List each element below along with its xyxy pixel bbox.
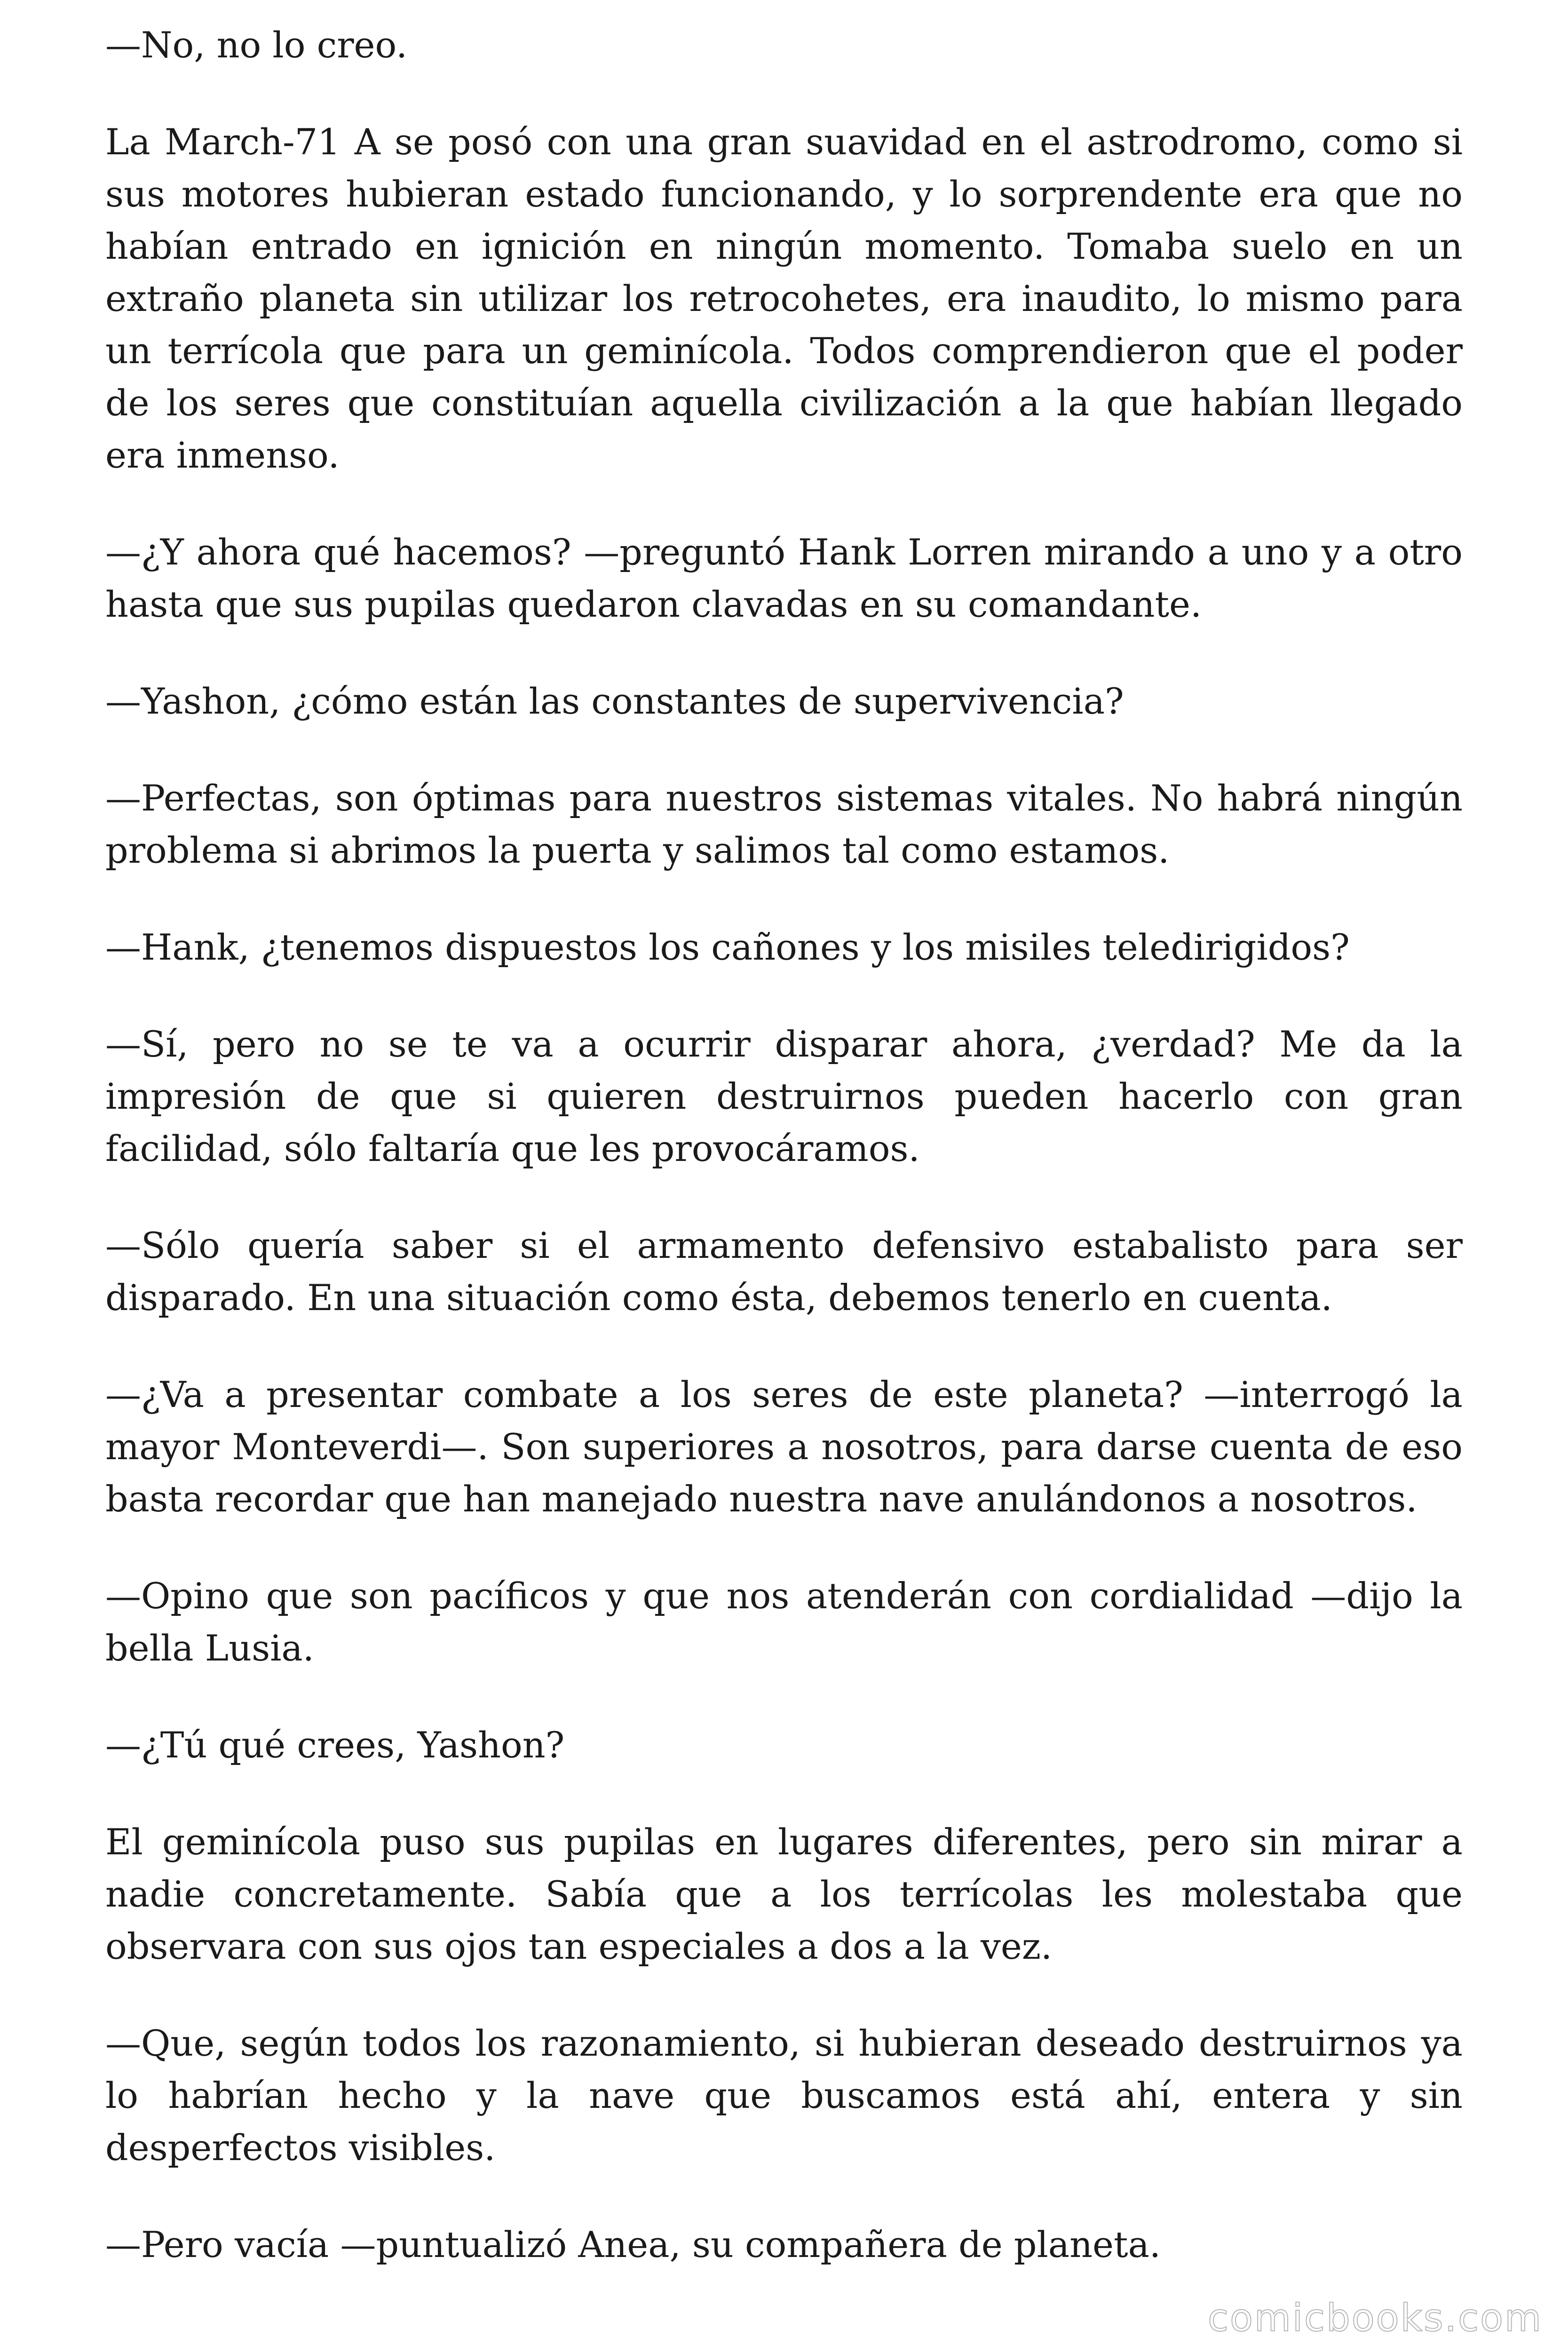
paragraph: —No, no lo creo. xyxy=(105,24,408,66)
paragraph: —¿Y ahora qué hacemos? —preguntó Hank Lorren mirando a uno y a otro hasta que sus pupilas quedaron clavadas en su comandante. xyxy=(105,531,1463,625)
paragraph: El geminícola puso sus pupilas en lugares diferentes, pero sin mirar a nadie concretamente. Sabía que a los terrícolas les molestaba que observara con sus ojos tan especiales a dos a la vez. xyxy=(105,1821,1463,1967)
paragraph: —¿Va a presentar combate a los seres de este planeta? —interrogó la mayor Monteverdi—. Son superiores a nosotros, para darse cuenta de eso basta recordar que han manejado nuestra nave anulándonos a nosotros. xyxy=(105,1374,1463,1520)
paragraph: —Pero vacía —puntualizó Anea, su compañera de planeta. xyxy=(105,2224,1161,2265)
paragraph: —Que, según todos los razonamiento, si hubieran deseado destruirnos ya lo habrían hecho y la nave que buscamos está ahí, entera y sin desperfectos visibles. xyxy=(105,2022,1463,2169)
paragraph: —Hank, ¿tenemos dispuestos los cañones y los misiles teledirigidos? xyxy=(105,926,1350,968)
paragraph: La March-71 A se posó con una gran suavidad en el astrodromo, como si sus motores hubieran estado funcionando, y lo sorprendente era que no habían entrado en ignición en ningún momento. Tomaba suelo en un extraño planeta sin utilizar los retrocohetes, era inaudito, lo mismo para un terrícola que para un geminícola. Todos comprendieron que el poder de los seres que constituían aquella civilización a la que habían llegado era inmenso. xyxy=(105,121,1463,476)
book-page-text xyxy=(105,19,1463,2315)
paragraph: —Perfectas, son óptimas para nuestros sistemas vitales. No habrá ningún problema si abrimos la puerta y salimos tal como estamos. xyxy=(105,777,1463,871)
paragraph: —Sólo quería saber si el armamento defensivo estabalisto para ser disparado. En una situación como ésta, debemos tenerlo en cuenta. xyxy=(105,1224,1463,1319)
paragraph: —¿Tú qué crees, Yashon? xyxy=(105,1724,565,1766)
watermark: comicbooks.com xyxy=(1207,2296,1543,2340)
paragraph: —Yashon, ¿cómo están las constantes de supervivencia? xyxy=(105,680,1124,722)
paragraph: —Sí, pero no se te va a ocurrir disparar ahora, ¿verdad? Me da la impresión de que si quieren destruirnos pueden hacerlo con gran facilidad, sólo faltaría que les provocáramos. xyxy=(105,1023,1463,1169)
paragraph: —Opino que son pacíficos y que nos atenderán con cordialidad —dijo la bella Lusia. xyxy=(105,1575,1463,1669)
